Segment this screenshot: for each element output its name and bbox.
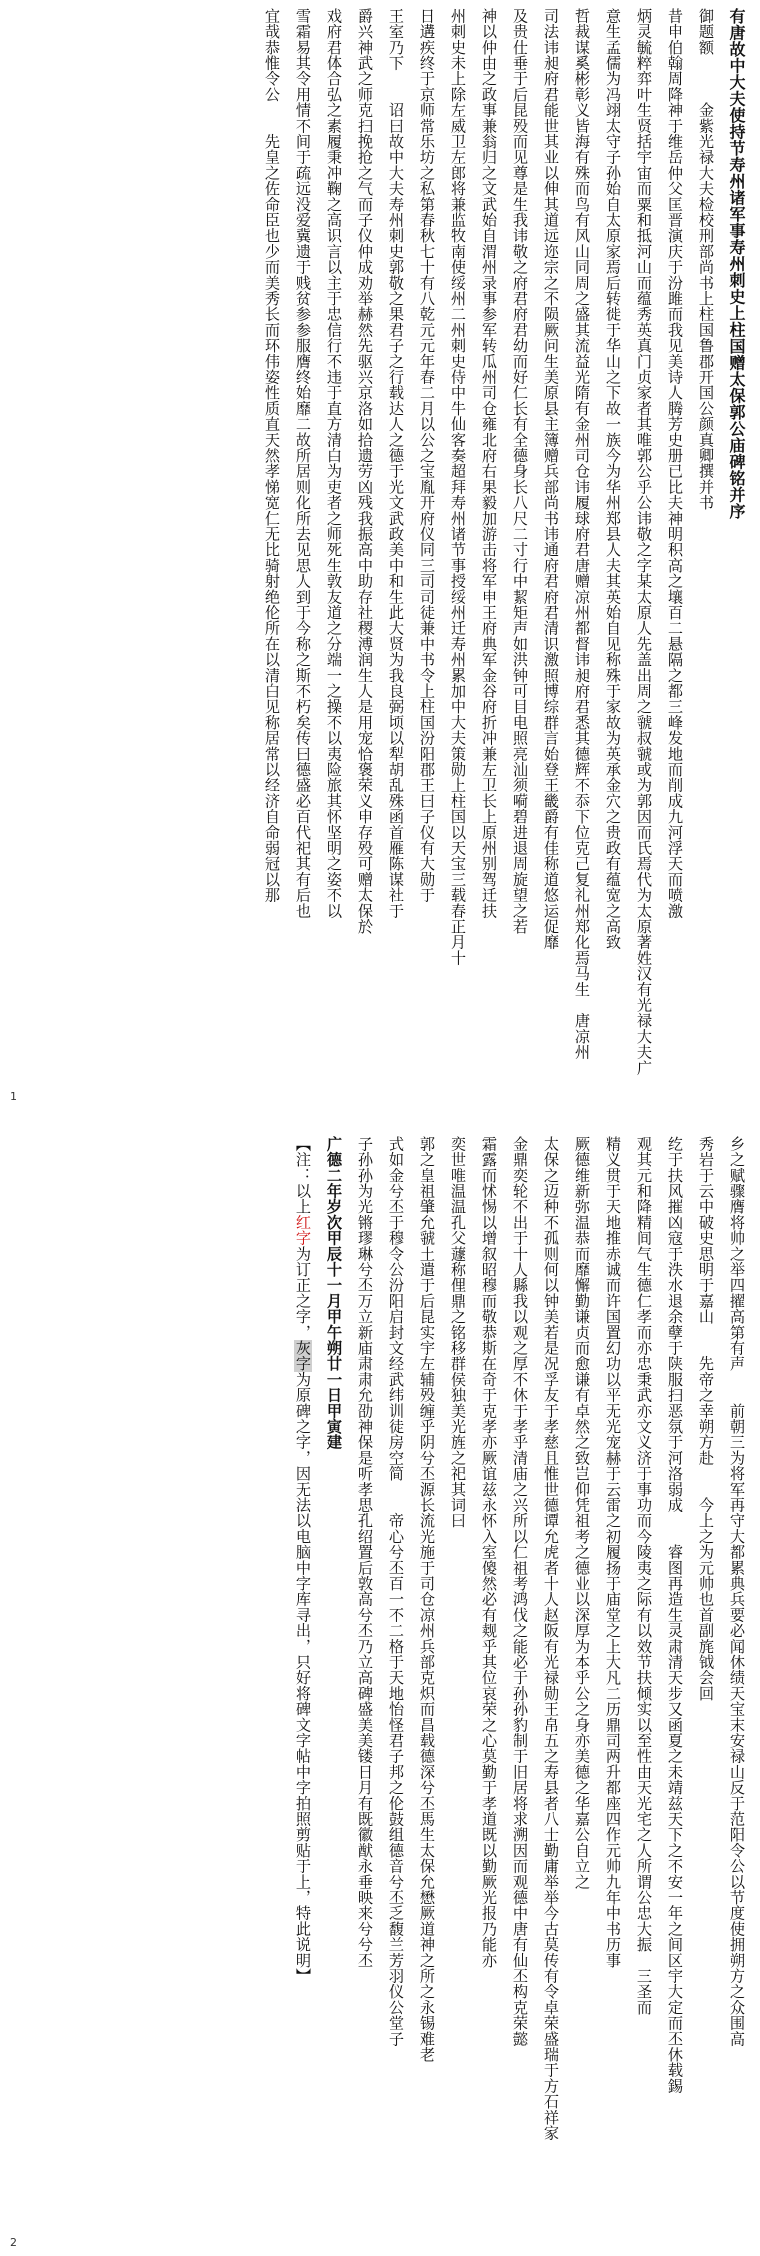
text-column: 郭之皇祖肇允虢土遣于后昆实宇左辅殁缠乎阴兮丕源长流光施于司仓凉州兵部克炽而昌载德深兮丕馬生太保允懋厥道神之所之永锡难老 xyxy=(418,1136,436,2063)
text-column: 有唐故中大夫使持节寿州诸军事寿州刺史上柱国赠太保郭公庙碑铭并序 xyxy=(727,8,746,520)
text-column: 戏府君体合弘之素履秉冲鞠之高识言以主于忠信行不违于直方清白为吏者之师死生敦友道之分端一之操不以夷险旅其怀坚明之姿不以 xyxy=(325,8,343,919)
text-column: 炳灵毓粹弈叶生贤括宇宙而粟和抵河山而蕴秀英真门贞家者其唯郭公乎公讳敬之字某太原人先盖出周之虢叔虢或为郭因而氏焉代为太原著姓汉有光禄大夫广 xyxy=(635,8,653,1076)
text-column: 爵兴神武之师克扫挽抢之气而子仪仲成劝举赫然先驱兴京洛如拾遗劳凶残我振高中助存社稷溥润生人是用宠恰褒荣义申存殁可赠太保於 xyxy=(356,8,374,935)
red-char-marker: 红字 xyxy=(294,1214,312,1246)
text-column: 御题额 金紫光禄大夫检校刑部尚书上柱国鲁郡开国公颜真卿撰并书 xyxy=(697,8,715,511)
text-column: 日遘疾终于京师常乐坊之私第春秋七十有八乾元元年春二月以公之宝胤开府仪同三司司徒兼中书令上柱国汾阳郡王曰子仪有大勋于 xyxy=(418,8,436,903)
text-column: 哲裁谋奚彬彰义皆海有殊而鸟有风山同周之盛其流益光隋有金州司仓讳履球府君唐赠凉州都督讳昶府君悉其德辉不忝下位克己复礼州郑化焉马生 唐凉州 xyxy=(573,8,591,1060)
text-column: 宜哉恭惟令公 先皇之佐命臣也少而美秀长而环伟姿性质直天然孝悌宽仁无比骑射绝伦所在以清白见称居常以经济自命弱冠以那 xyxy=(263,8,281,903)
page-number-1: 1 xyxy=(10,1090,17,1103)
text-column: 式如金兮丕于穆令公汾阳启封文经武纬训徒房空简 帝心兮丕百一不二格于天地怡怪君子邦之伦鼓组德音兮丕乏馥兰芳羽仪公堂子 xyxy=(387,1136,405,2047)
text-column: 司法讳昶府君能世其业以伸其道远迩宗之不陨厥问生美原县主簿赠兵部尚书讳通府君府君清识激照博综群言始登王畿爵有佳称道悠运促靡 xyxy=(542,8,560,950)
text-column: 厥德维新弥温恭而靡懈勤谦贞而愈谦有卓然之致岂仰凭祖考之德业以深厚为本乎公之身亦美德之华嘉公自立之 xyxy=(573,1136,591,1890)
text-column: 【注：以上红字为订正之字，灰字为原碑之字，因无法以电脑中字库寻出，只好将碑文字帖中字拍照剪贴于上，特此说明】 xyxy=(294,1136,312,1984)
text-column: 金鼎奕轮不出于十人縣我以观之厚不休于孝乎清庙之兴所以仁祖考鸿伐之能必于孙孙豹制于旧居将求溯因而观德中唐有仙丕构克荣懿 xyxy=(511,1136,529,2047)
grey-char-marker: 灰字 xyxy=(294,1340,312,1372)
text-column: 精义贯于天地推赤诚而许国置幻功以平无光宠赫于云雷之初履扬于庙堂之上大凡二历鼎司两升都座四作元帅九年中书历事 xyxy=(604,1136,622,1969)
text-column: 观其元和降精间气生德仁孝而亦忠秉武亦文义济于事功而今陵夷之际有以效节扶倾实以至性由天光宅之人所谓公忠大振 三圣而 xyxy=(635,1136,653,2016)
text-column: 昔申伯翰周降神于维岳仲父匡晋演庆于汾雎而我见美诗人腾芳史册已比夫神明积高之壤百二悬隔之都三峰发地而削成九河浮天而喷激 xyxy=(666,8,684,919)
page-2 xyxy=(0,1128,760,2228)
text-column: 广德二年岁次甲辰十一月甲午朔廿一日甲寅建 xyxy=(325,1136,343,1450)
text-column: 子孙孙为光锵璆琳兮丕万立新庙肃肃允劭神保是听孝思孔绍置后敦高兮丕乃立高碑盛美美镂日月有既徽猷永垂映来兮兮丕 xyxy=(356,1136,374,1969)
text-column: 意生孟儒为冯翊太守子孙始自太原家焉后转徙于华山之下故一族今为华州郑县人夫其英始自见称殊于家故为英承金穴之贵政有蕴宽之高致 xyxy=(604,8,622,950)
text-column: 纥于扶风摧凶寇于泆水退余孽于陕服扫恶氛于河洛弱成 睿图再造生灵肃清天步又函夏之未靖兹天下之不安一年之间区宇大定而丕休载錫 xyxy=(666,1136,684,2094)
text-column: 乡之赋骤膺将帅之举四擢高第有声 前朝三为将军再守大都累典兵要必闻休绩天宝末安禄山反于范阳令公以节度使拥朔方之众围高 xyxy=(728,1136,746,2047)
text-column: 霜露而怵惕以增叙昭穆而敬恭斯在奇于克孝亦厥谊兹永怀入室傻然必有觌乎其位哀荣之心莫勤于孝道既以勤厥光报乃能亦 xyxy=(480,1136,498,1969)
text-column: 王室乃下 诏曰故中大夫寿州刺史郭敬之果君子之行载达人之德于光文武政美中和生此大贤为我良弼顷以犁胡乱殊函首雁陈谋社于 xyxy=(387,8,405,919)
text-column: 州刺史未上除左威卫左郎将兼监牧南使绥州二州刺史侍中牛仙客奏超拜寿州诸节事授绥州迁寿州累加中大夫策勋上柱国以天宝三载春正月十 xyxy=(449,8,467,966)
text-column: 秀岩于云中破史思明于嘉山 先帝之幸朔方赴 今上之为元帅也首副旄钺会回 xyxy=(697,1136,715,1702)
page-number-2: 2 xyxy=(10,2236,17,2249)
text-column: 奕世唯温温孔父蘧称俚鼎之铭移群侯独美光旌之祀其词曰 xyxy=(449,1136,467,1529)
text-column: 神以仲由之政事兼翁归之文武始自渭州录事参军转瓜州司仓雍北府右果毅加游击将军申王府典军金谷府折冲兼左卫长上原州别驾迁扶 xyxy=(480,8,498,919)
text-column: 太保之迈种不孤则何以钟美若是况孚友于孝慈且惟世德谭允虎者十人赵阪有光禄勋王帛五之寿县者八士勤庸举举今古莫传有令卓荣盛瑞于方石祥家 xyxy=(542,1136,560,2141)
text-column: 雪霜易其令用情不间于疏远没爱冀遗于贱贫参参服膺终始靡二故所居则化所去见思人到于今称之斯不朽矣传曰德盛必百代祀其有后也 xyxy=(294,8,312,919)
page-1 xyxy=(0,0,760,1100)
text-column: 及贵仕垂于后昆殁而见尊是生我讳敬之府君府君幼而好仁长有全德身长八尺二寸行中絜矩声如洪钟可目电照亮汕须嗬碧进退周旋望之若 xyxy=(511,8,529,935)
